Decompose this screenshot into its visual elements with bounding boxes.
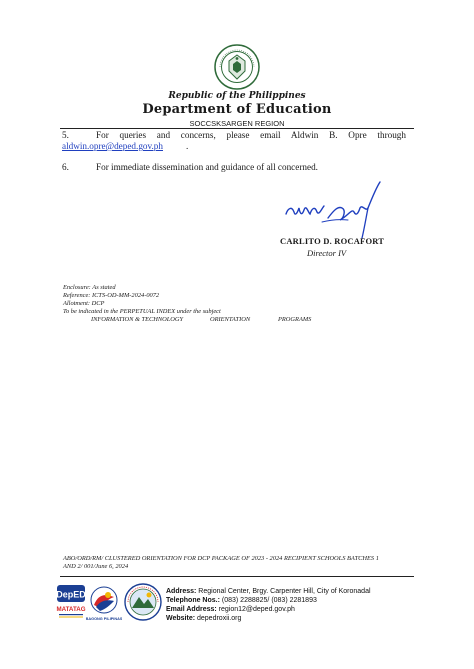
- reference-note: Reference: ICTS-OD-MM-2024-0072: [63, 292, 160, 299]
- footer-telephone: Telephone Nos.: (083) 2288825/ (083) 2281893: [166, 597, 317, 604]
- footer-divider: [60, 576, 414, 577]
- header-divider: [60, 128, 414, 129]
- paragraph-5-number: 5.: [62, 130, 69, 140]
- paragraph-5-period: .: [186, 141, 189, 151]
- document-code-line: ABO/ORD/RM/ CLUSTERED ORIENTATION FOR DCP PACKAGE OF 2023 - 2024 RECIPIENT SCHOOLS BATCHES 1: [63, 555, 379, 562]
- signatory-name: CARLITO D. ROCAFORT: [280, 236, 385, 246]
- deped-seal-icon: [214, 44, 260, 90]
- signatory-title: Director IV: [307, 248, 347, 258]
- svg-text:BAGONG PILIPINAS: BAGONG PILIPINAS: [86, 617, 122, 621]
- paragraph-6-text: For immediate dissemination and guidance of all concerned.: [96, 162, 318, 172]
- footer-email: Email Address: region12@deped.gov.ph: [166, 606, 295, 613]
- svg-text:DepED: DepED: [56, 589, 86, 600]
- paragraph-6-number: 6.: [62, 162, 69, 172]
- document-code-line: AND 2/ 001/June 6, 2024: [63, 563, 129, 570]
- footer-website: Website: depedroxii.org: [166, 615, 242, 622]
- bagong-pilipinas-logo-icon: [86, 585, 122, 623]
- subject-item: ORIENTATION: [210, 316, 251, 323]
- republic-heading: Republic of the Philippines: [168, 91, 306, 101]
- footer-address: Address: Regional Center, Brgy. Carpenter Hill, City of Koronadal: [166, 588, 371, 595]
- handwritten-signature-icon: [282, 178, 390, 242]
- perpetual-index-note: To be indicated in the PERPETUAL INDEX under the subject: [63, 308, 221, 315]
- svg-text:MATATAG: MATATAG: [56, 606, 86, 613]
- region-heading: SOCCSKSARGEN REGION: [189, 119, 285, 128]
- region-xii-logo-icon: [124, 582, 162, 622]
- allotment-note: Allotment: DCP: [63, 300, 105, 307]
- contact-email-link[interactable]: aldwin.opre@deped.gov.ph: [62, 141, 163, 151]
- enclosure-note: Enclosure: As stated: [63, 284, 116, 291]
- subject-item: INFORMATION & TECHNOLOGY: [91, 316, 184, 323]
- subject-item: PROGRAMS: [278, 316, 312, 323]
- paragraph-5-text: For queries and concerns, please email Aldwin B. Opre through: [96, 130, 406, 140]
- department-title: Department of Education: [142, 102, 332, 117]
